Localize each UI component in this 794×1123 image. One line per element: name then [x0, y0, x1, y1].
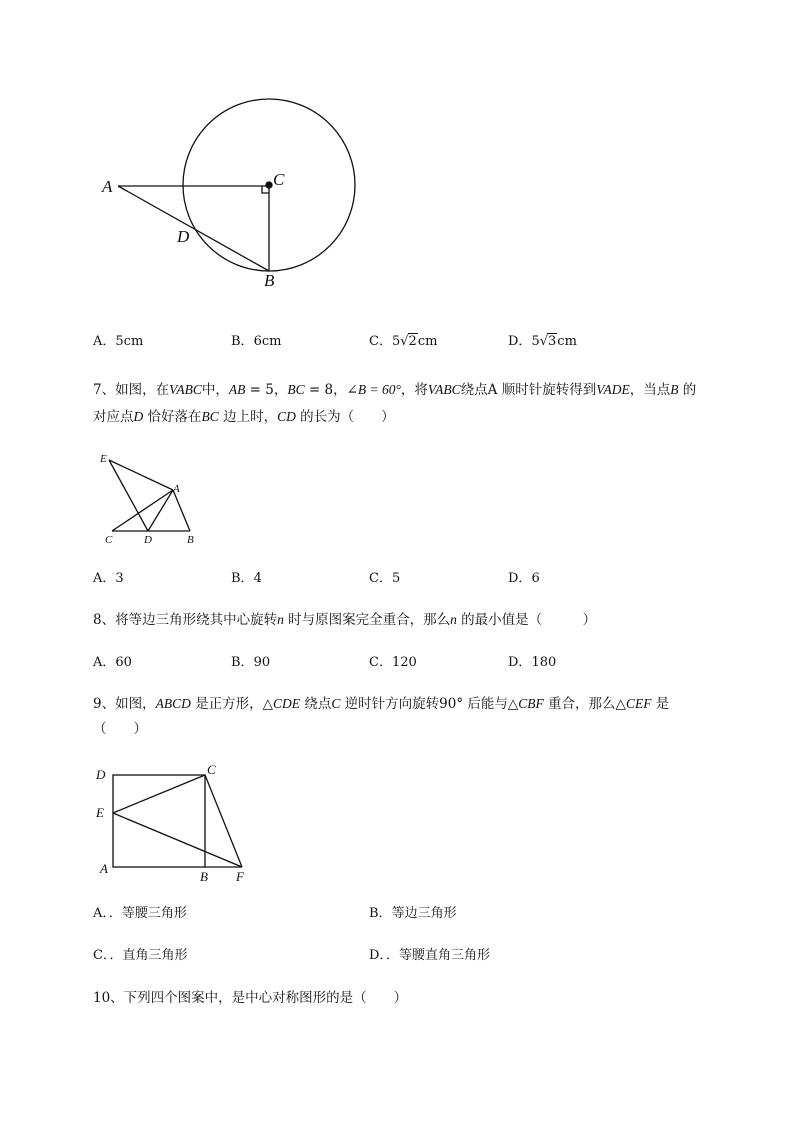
- q7-t9: 边上时，: [218, 409, 278, 425]
- q9-label-f: F: [236, 869, 244, 884]
- q7-sep2: ，: [333, 382, 347, 398]
- q6-option-c-sqrt: √2: [400, 334, 417, 349]
- q9-figure: [92, 760, 257, 888]
- q6-segment-ab: [118, 186, 269, 271]
- q8-n2: n: [450, 612, 457, 627]
- q7-t5: ，当点: [629, 382, 671, 398]
- q9-label-a: A: [100, 861, 108, 876]
- q8-option-c-key: C．: [369, 655, 392, 670]
- q9-segment-ec: [113, 775, 205, 813]
- q10-text: 10、下列四个图案中，是中心对称图形的是（ ）: [93, 990, 408, 1006]
- q6-option-d-key: D．: [508, 334, 532, 349]
- q9-t6: 是: [651, 696, 670, 712]
- q7-stem-line1: [93, 381, 696, 399]
- q7-option-b[interactable]: [231, 570, 262, 588]
- q8-n1: n: [277, 612, 284, 627]
- q9-label-b: B: [200, 869, 208, 884]
- q7-t10: 的长为（ ）: [295, 409, 395, 425]
- q6-option-a-value: 5cm: [115, 334, 144, 349]
- q6-label-c: C: [273, 170, 285, 189]
- q8-t1: 8、将等边三角形绕其中心旋转: [93, 612, 278, 628]
- q9-stem-line1: [93, 695, 669, 713]
- q7-t8: 恰好落在: [143, 409, 202, 425]
- q7-t2: 中，: [201, 382, 229, 398]
- q9-option-a[interactable]: [93, 905, 187, 923]
- q9-option-b-value: 等边三角形: [391, 906, 457, 921]
- q8-option-b-value: 90: [253, 655, 271, 670]
- q7-angle-b: ∠B = 60°: [346, 382, 401, 397]
- q7-label-d: D: [144, 534, 152, 546]
- q8-option-a-key: A．: [93, 655, 116, 670]
- q9-option-c-key: C．: [93, 948, 110, 963]
- q7-option-b-value: 4: [253, 571, 262, 586]
- q9-cde: CDE: [273, 696, 301, 711]
- q8-option-d-key: D．: [508, 655, 532, 670]
- q6-label-d: D: [177, 227, 190, 246]
- q7-t7: 对应点: [93, 409, 134, 425]
- q9-square-abcd: [113, 775, 205, 867]
- q9-option-b[interactable]: [369, 905, 457, 923]
- q9-option-d[interactable]: [369, 947, 490, 965]
- q7-tri-abc-2: VABC: [427, 382, 461, 397]
- q7-cd: CD: [277, 409, 296, 424]
- q6-option-c-prefix: 5: [391, 334, 401, 349]
- q9-label-c: C: [207, 762, 216, 777]
- q7-label-a: A: [173, 483, 180, 495]
- q9-option-d-value: ．等腰直角三角形: [385, 948, 490, 963]
- q7-option-d-key: D．: [508, 571, 532, 586]
- q9-option-a-key: A．: [93, 906, 109, 921]
- q7-segment-ea: [109, 460, 173, 490]
- q7-t1: 7、如图，在: [93, 382, 170, 398]
- q6-option-c-radicand: 2: [408, 334, 417, 349]
- q7-option-c-value: 5: [391, 571, 401, 586]
- q7-sep1: ，: [273, 382, 288, 398]
- q8-option-c-value: 120: [391, 655, 417, 670]
- q6-option-c[interactable]: [369, 333, 437, 351]
- q6-option-d-sqrt: √3: [539, 334, 557, 349]
- q9-t4: 逆时针方向旋转90° 后能与△: [340, 696, 519, 712]
- q7-option-d[interactable]: [508, 570, 540, 588]
- q8-option-a-value: 60: [115, 655, 132, 670]
- q9-segment-ef: [113, 813, 242, 867]
- q7-figure: [95, 448, 205, 548]
- q7-option-b-key: B．: [231, 571, 254, 586]
- q9-t1: 9、如图，: [93, 696, 156, 712]
- q9-t2: 是正方形，△: [190, 696, 274, 712]
- q7-t6: 的: [678, 382, 697, 398]
- q9-label-d: D: [96, 767, 106, 782]
- q6-label-a: A: [102, 177, 113, 196]
- q9-option-c[interactable]: [93, 947, 187, 965]
- q9-label-e: E: [96, 805, 104, 820]
- q6-option-b-key: B．: [231, 334, 254, 349]
- q9-t5: 重合，那么△: [543, 696, 626, 712]
- q10-stem: [93, 989, 407, 1007]
- q6-option-b[interactable]: [231, 333, 281, 351]
- q7-option-d-value: 6: [531, 571, 540, 586]
- q9-option-d-key: D．: [369, 948, 386, 963]
- q6-label-b: B: [264, 271, 275, 290]
- q8-option-d-value: 180: [531, 655, 557, 670]
- q7-option-a-key: A．: [93, 571, 116, 586]
- q6-figure: [90, 90, 370, 300]
- q7-option-a-value: 3: [115, 571, 124, 586]
- q7-eq8: = 8: [304, 382, 334, 398]
- q7-point-b: B: [670, 382, 679, 397]
- q7-eq5: = 5: [245, 382, 274, 398]
- q7-tri-abc: VABC: [169, 382, 202, 397]
- q9-abcd: ABCD: [155, 696, 191, 711]
- q8-option-c[interactable]: [369, 654, 417, 672]
- q9-t3: 绕点: [300, 696, 332, 712]
- q7-option-c-key: C．: [369, 571, 392, 586]
- q9-cef: CEF: [625, 696, 652, 711]
- q8-stem: [93, 611, 596, 629]
- q6-option-d-prefix: 5: [531, 334, 540, 349]
- q7-label-e: E: [100, 453, 107, 465]
- q7-option-c[interactable]: [369, 570, 400, 588]
- q6-option-c-key: C．: [369, 334, 392, 349]
- q8-option-a[interactable]: [93, 654, 132, 672]
- q6-point-c-dot: [266, 182, 272, 188]
- q6-option-d-radicand: 3: [548, 334, 557, 349]
- q7-ab: AB: [228, 382, 246, 397]
- q9-stem-line2: [93, 720, 147, 738]
- q7-segment-da: [148, 490, 173, 531]
- q9-cbf: CBF: [518, 696, 544, 711]
- q7-label-b: B: [187, 534, 194, 546]
- q8-option-b[interactable]: [231, 654, 270, 672]
- q9-point-c: C: [331, 696, 341, 711]
- q6-option-a-key: A．: [93, 334, 116, 349]
- q7-bc: BC: [287, 382, 305, 397]
- q9-answer-blank: （ ）: [93, 721, 147, 737]
- q7-stem-line2: [93, 408, 395, 426]
- q7-segment-ca: [112, 490, 173, 531]
- q6-option-b-value: 6cm: [253, 334, 282, 349]
- q7-label-c: C: [105, 534, 113, 546]
- q7-bc-2: BC: [201, 409, 219, 424]
- q8-option-b-key: B．: [231, 655, 254, 670]
- q6-option-c-suffix: cm: [417, 334, 438, 349]
- q8-t3: 的最小值是（ ）: [456, 612, 597, 628]
- q7-point-d: D: [133, 409, 144, 424]
- q6-option-a[interactable]: [93, 333, 143, 351]
- q6-option-d-suffix: cm: [557, 334, 577, 349]
- q7-t3: ，将: [400, 382, 428, 398]
- q9-option-b-key: B．: [369, 906, 392, 921]
- q7-t4: 绕点A 顺时针旋转得到: [460, 382, 597, 398]
- q6-option-d[interactable]: [508, 333, 577, 351]
- q9-option-c-value: ．直角三角形: [109, 948, 188, 963]
- q7-tri-ade: VADE: [596, 382, 630, 397]
- q9-option-a-value: ．等腰三角形: [108, 906, 187, 921]
- q7-segment-ab: [173, 490, 190, 531]
- q8-t2: 时与原图案完全重合，那么: [283, 612, 451, 628]
- q8-option-d[interactable]: [508, 654, 556, 672]
- q7-option-a[interactable]: [93, 570, 124, 588]
